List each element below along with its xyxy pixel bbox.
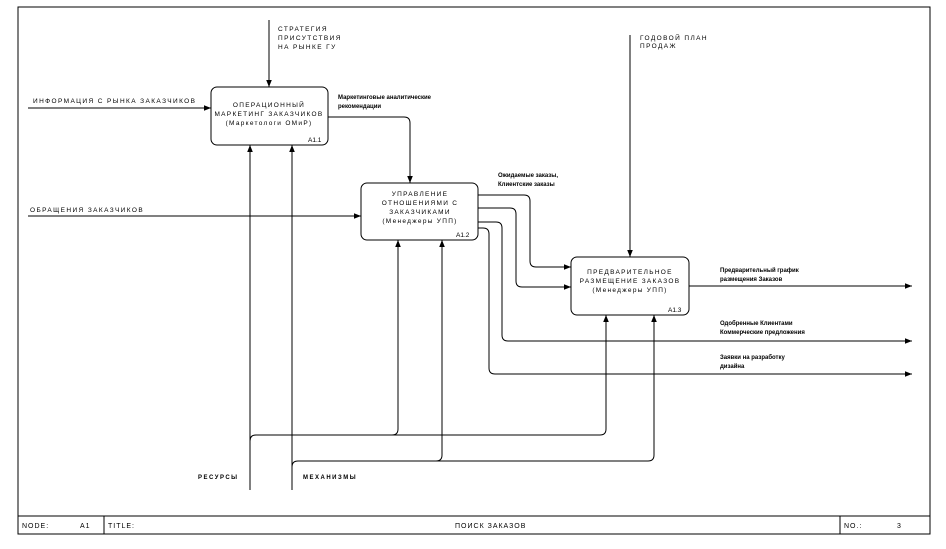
arrow-client-orders — [478, 208, 571, 287]
label-mechanisms: МЕХАНИЗМЫ — [303, 475, 358, 481]
label-strategy-1: СТРАТЕГИЯ — [278, 26, 328, 33]
label-expected-orders-1: Ожидаемые заказы, — [498, 173, 559, 179]
label-strategy-3: НА РЫНКЕ ГУ — [278, 44, 337, 51]
arrow-output-design — [478, 228, 912, 374]
label-approved-1: Одобренные Клиентами — [720, 321, 793, 327]
arrow-mechanisms-to-a13 — [436, 315, 654, 461]
box-a13-line-3: (Менеджеры УПП) — [592, 287, 668, 294]
label-schedule-2: размещения Заказов — [720, 277, 783, 283]
arrow-recommendations — [328, 117, 410, 183]
label-expected-orders-2: Клиентские заказы — [498, 182, 555, 188]
box-a11-id: А1.1 — [308, 137, 322, 144]
box-a11-line-3: (Маркетологи ОМиР) — [225, 120, 313, 127]
label-requests: ОБРАЩЕНИЯ ЗАКАЗЧИКОВ — [30, 207, 145, 214]
footer-no-label: NO.: — [844, 523, 863, 530]
arrow-resources-to-a13 — [392, 315, 606, 435]
footer-node-value: A1 — [80, 523, 91, 530]
label-design-1: Заявки на разработку — [720, 355, 785, 361]
footer-node-label: NODE: — [22, 523, 50, 530]
footer-title-label: TITLE: — [108, 523, 136, 530]
box-a12-line-2: ОТНОШЕНИЯМИ С — [381, 200, 459, 207]
box-a13-line-2: РАЗМЕЩЕНИЕ ЗАКАЗОВ — [579, 278, 681, 285]
label-strategy-2: ПРИСУТСТВИЯ — [278, 35, 342, 42]
label-recommendations-2: рекомендации — [338, 104, 382, 110]
label-resources: РЕСУРСЫ — [198, 475, 239, 481]
box-a13-line-1: ПРЕДВАРИТЕЛЬНОЕ — [587, 269, 673, 276]
box-a12-line-4: (Менеджеры УПП) — [382, 218, 458, 225]
box-a12-line-3: ЗАКАЗЧИКАМИ — [389, 209, 451, 216]
arrow-expected-orders — [478, 195, 571, 267]
arrow-output-approved — [478, 222, 912, 341]
box-a12-line-1: УПРАВЛЕНИЕ — [391, 191, 449, 198]
footer-title-value: ПОИСК ЗАКАЗОВ — [455, 523, 527, 530]
label-approved-2: Коммерческие предложения — [720, 330, 805, 336]
box-a11-line-2: МАРКЕТИНГ ЗАКАЗЧИКОВ — [214, 111, 324, 118]
label-plan-1: ГОДОВОЙ ПЛАН — [640, 35, 708, 42]
label-plan-2: ПРОДАЖ — [640, 43, 677, 50]
arrow-resources-to-a12 — [250, 240, 398, 490]
arrow-mechanisms-to-a12 — [292, 240, 442, 490]
label-recommendations-1: Маркетинговые аналитические — [338, 95, 432, 101]
label-design-2: дизайна — [720, 364, 745, 370]
label-schedule-1: Предварительный график — [720, 268, 799, 274]
label-market-info: ИНФОРМАЦИЯ С РЫНКА ЗАКАЗЧИКОВ — [33, 98, 197, 105]
box-a13-id: А1.3 — [668, 307, 682, 314]
box-a12-id: А1.2 — [456, 232, 470, 239]
box-a11-line-1: ОПЕРАЦИОННЫЙ — [232, 102, 306, 109]
footer-no-value: 3 — [897, 523, 902, 530]
